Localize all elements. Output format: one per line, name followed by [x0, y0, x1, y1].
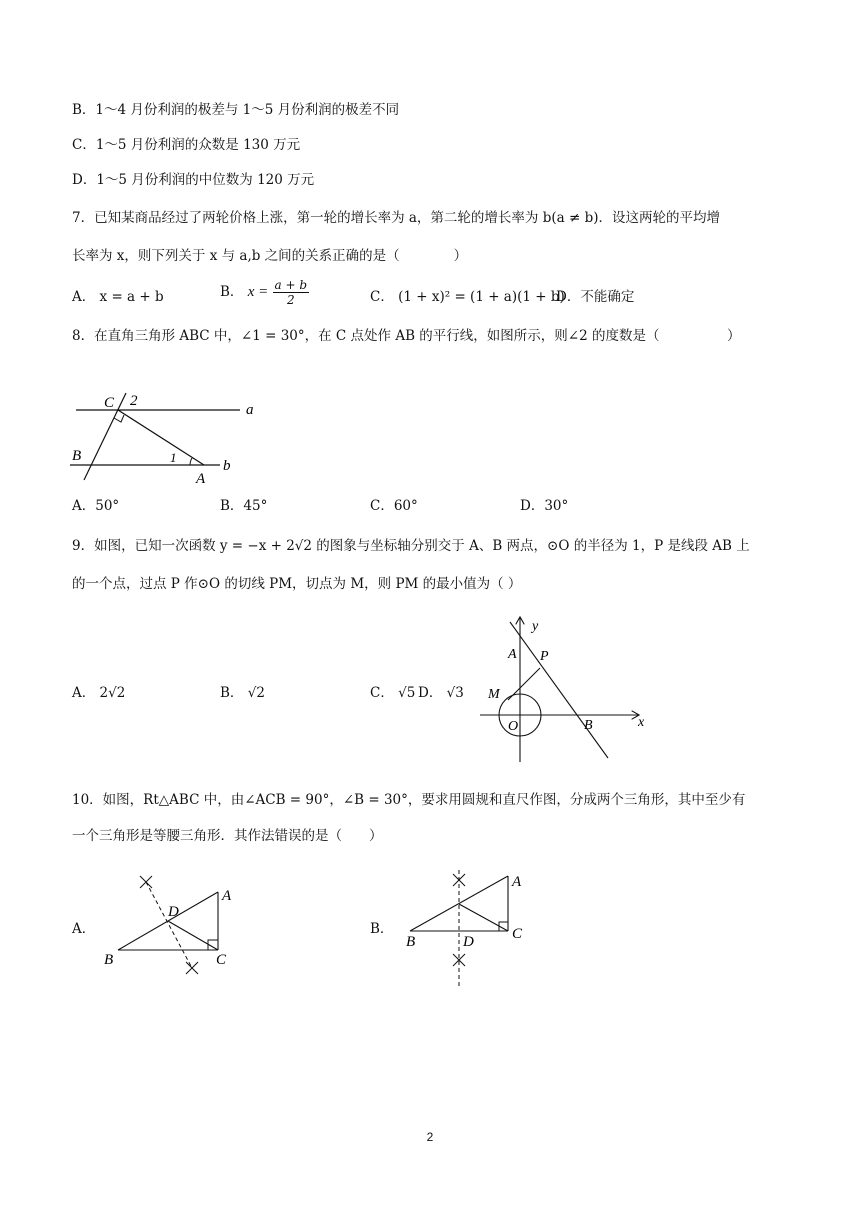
q7-option-b-denominator: 2 — [286, 293, 295, 307]
q7-option-b-fraction — [273, 278, 310, 307]
q9-option-a: A． 2√2 — [72, 685, 126, 701]
q9-option-b: B． √2 — [220, 685, 265, 701]
perpendicular-bisector — [146, 882, 192, 968]
label-b: B — [72, 448, 82, 464]
q8-option-d: D．30° — [520, 498, 569, 514]
q10-stem-line1: 10．如图，Rt△ABC 中，由∠ACB = 90°，∠B = 30°，要求用圆规和直尺作图，分成两个三角形，其中至少有 — [72, 792, 746, 808]
label-2: 2 — [130, 393, 138, 409]
line-ab — [510, 622, 608, 758]
q7-option-a: A． x = a + b — [72, 289, 164, 305]
label-c: C — [512, 926, 523, 942]
q10-stem-line2: 一个三角形是等腰三角形．其作法错误的是（ ） — [72, 828, 383, 844]
label-a-line: a — [246, 402, 254, 418]
q7-option-b-lhs: x = — [247, 284, 269, 300]
q7-option-d: D．不能确定 — [556, 289, 635, 305]
label-x: x — [638, 715, 645, 730]
q8-stem: 8．在直角三角形 ABC 中，∠1 = 30°，在 C 点处作 AB 的平行线，如图所示，则∠2 的度数是（ ） — [72, 328, 741, 344]
label-c: C — [216, 952, 227, 968]
q9-option-d: D． √3 — [418, 685, 464, 701]
q7-stem-line2: 长率为 x，则下列关于 x 与 a,b 之间的关系正确的是（ ） — [72, 248, 468, 264]
q6-option-d: D．1～5 月份利润的中位数为 120 万元 — [72, 172, 315, 188]
q10-figure-a — [100, 872, 240, 978]
arc-mark-top — [140, 876, 152, 888]
q8-option-a: A．50° — [72, 498, 120, 514]
arc-mark-bottom — [186, 962, 198, 974]
q9-figure — [480, 612, 655, 762]
q8-option-b: B．45° — [220, 498, 268, 514]
label-a: A — [512, 874, 522, 890]
label-d: D — [463, 934, 474, 950]
label-d: D — [168, 904, 179, 920]
angle-1-arc — [190, 458, 192, 465]
label-a-point: A — [196, 471, 206, 487]
label-b-line: b — [223, 458, 231, 474]
q9-stem-line2: 的一个点，过点 P 作⊙O 的切线 PM，切点为 M，则 PM 的最小值为（ ） — [72, 576, 522, 592]
q7-stem-line1: 7．已知某商品经过了两轮价格上涨，第一轮的增长率为 a，第二轮的增长率为 b(a ≠ b)．设这两轮的平均增 — [72, 210, 720, 226]
label-y: y — [532, 619, 539, 634]
label-m: M — [488, 687, 500, 702]
label-a: A — [222, 888, 232, 904]
q7-option-c: C． (1 + x)² = (1 + a)(1 + b) — [370, 289, 565, 305]
q9-option-c: C． √5 — [370, 685, 416, 701]
label-o: O — [508, 719, 519, 734]
q7-option-b-numerator: a + b — [274, 278, 308, 292]
q6-option-c: C．1～5 月份利润的众数是 130 万元 — [72, 137, 301, 153]
label-c: C — [104, 395, 115, 411]
q10-figure-b — [400, 866, 540, 992]
q6-option-b: B．1～4 月份利润的极差与 1～5 月份利润的极差不同 — [72, 102, 400, 118]
segment-dc — [168, 921, 218, 950]
page-number: 2 — [426, 1130, 434, 1144]
label-b: B — [104, 952, 114, 968]
tangent-pm — [508, 668, 540, 700]
q9-stem-line1: 9．如图，已知一次函数 y = −x + 2√2 的图象与坐标轴分别交于 A、B 两点，⊙O 的半径为 1，P 是线段 AB 上 — [72, 538, 750, 554]
label-1: 1 — [170, 450, 177, 465]
segment-ca — [118, 410, 204, 465]
q7-option-b — [220, 278, 309, 307]
label-a: A — [508, 647, 517, 662]
q8-figure — [70, 385, 270, 490]
label-p: P — [540, 649, 549, 664]
label-b: B — [584, 718, 593, 733]
q10-option-a: A． — [72, 921, 96, 937]
q8-option-c: C．60° — [370, 498, 418, 514]
label-b: B — [406, 934, 416, 950]
q7-option-b-label: B． — [220, 284, 244, 300]
segment-dc — [459, 904, 508, 931]
q10-option-b: B． — [370, 921, 394, 937]
